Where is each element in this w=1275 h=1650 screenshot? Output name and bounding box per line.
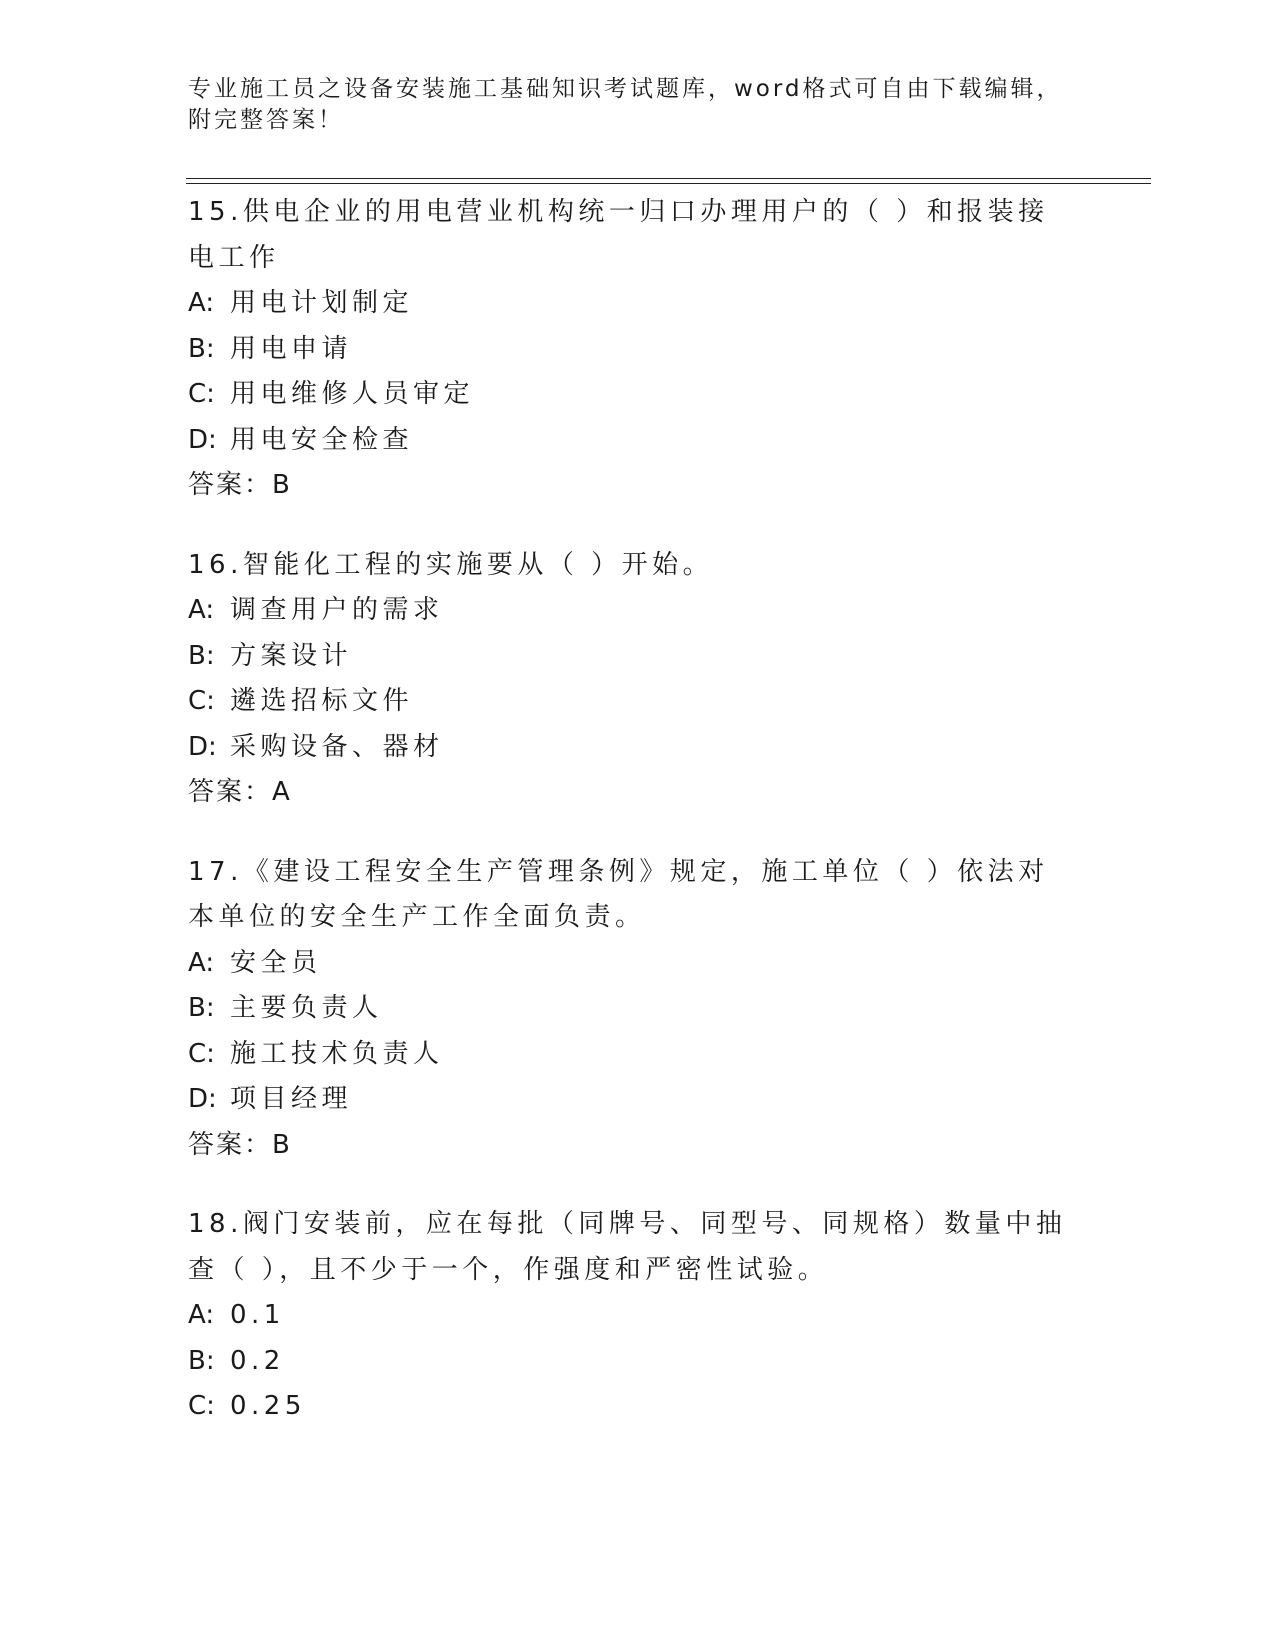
question-text: 《建设工程安全生产管理条例》规定，施工单位（ ）依法对本单位的安全生产工作全面负责。 [188,856,1049,932]
option-letter: C: [188,1038,215,1069]
answer-value: B [272,470,292,500]
option-letter: C: [188,686,215,716]
answer-line [188,1123,1068,1169]
option-text: 0.1 [230,1300,285,1330]
option-text: 施工技术负责人 [230,1038,444,1069]
answer-label: 答案： [188,1129,273,1160]
answer-value: B [272,1129,292,1160]
answer-label: 答案： [188,777,273,807]
question-text: 供电企业的用电营业机构统一归口办理用户的（ ）和报装接电工作 [188,197,1049,273]
option-b [188,327,1068,373]
option-a [188,281,1068,327]
question-list [188,190,1068,1464]
option-a [188,1293,1068,1339]
question-number: 16. [188,549,243,580]
question-number: 15. [188,197,243,227]
option-c [188,372,1068,418]
question-stem [188,190,1068,281]
option-b [188,634,1068,680]
option-b [188,1339,1068,1385]
question-number: 17. [188,856,243,887]
option-d [188,418,1068,464]
document-title: 专业施工员之设备安装施工基础知识考试题库，word格式可自由下载编辑，附完整答案！ [188,76,1063,133]
option-text: 遴选招标文件 [230,686,414,716]
question-stem [188,850,1068,941]
question-15 [188,190,1068,509]
answer-label: 答案： [188,470,273,500]
option-text: 调查用户的需求 [230,595,444,625]
option-letter: A: [188,1300,215,1330]
question-number: 18. [188,1209,243,1239]
option-text: 0.25 [230,1391,306,1421]
option-letter: A: [188,288,215,318]
option-text: 0.2 [230,1345,285,1376]
header-divider-top [186,178,1151,179]
question-text: 智能化工程的实施要从（ ）开始。 [242,549,714,580]
option-text: 安全员 [230,947,322,978]
option-c [188,679,1068,725]
option-a [188,588,1068,634]
header-divider-bottom [186,183,1151,184]
question-text: 阀门安装前，应在每批（同牌号、同型号、同规格）数量中抽查（ ），且不少于一个，作强度和严密性试验。 [188,1209,1067,1285]
question-17 [188,850,1068,1169]
option-b [188,986,1068,1032]
option-c [188,1032,1068,1078]
option-letter: C: [188,379,215,409]
question-stem [188,1202,1068,1293]
answer-value: A [272,777,292,807]
question-16 [188,543,1068,816]
option-text: 主要负责人 [230,993,383,1023]
option-letter: D: [188,731,217,762]
option-text: 用电维修人员审定 [230,379,475,409]
option-letter: B: [188,1345,215,1376]
question-18 [188,1202,1068,1430]
option-letter: D: [188,1084,217,1114]
option-text: 用电计划制定 [230,288,414,318]
answer-line [188,463,1068,509]
option-letter: C: [188,1391,215,1421]
option-text: 用电申请 [230,333,353,364]
option-d [188,725,1068,771]
option-letter: B: [188,640,215,671]
answer-line [188,770,1068,816]
option-letter: A: [188,595,215,625]
option-letter: D: [188,424,217,455]
option-text: 项目经理 [230,1084,353,1114]
option-letter: B: [188,333,215,364]
option-text: 采购设备、器材 [230,731,444,762]
option-d [188,1077,1068,1123]
option-c [188,1384,1068,1430]
option-text: 用电安全检查 [230,424,414,455]
option-text: 方案设计 [230,640,353,671]
option-a [188,941,1068,987]
question-stem [188,543,1068,589]
option-letter: B: [188,993,215,1023]
option-letter: A: [188,947,215,978]
